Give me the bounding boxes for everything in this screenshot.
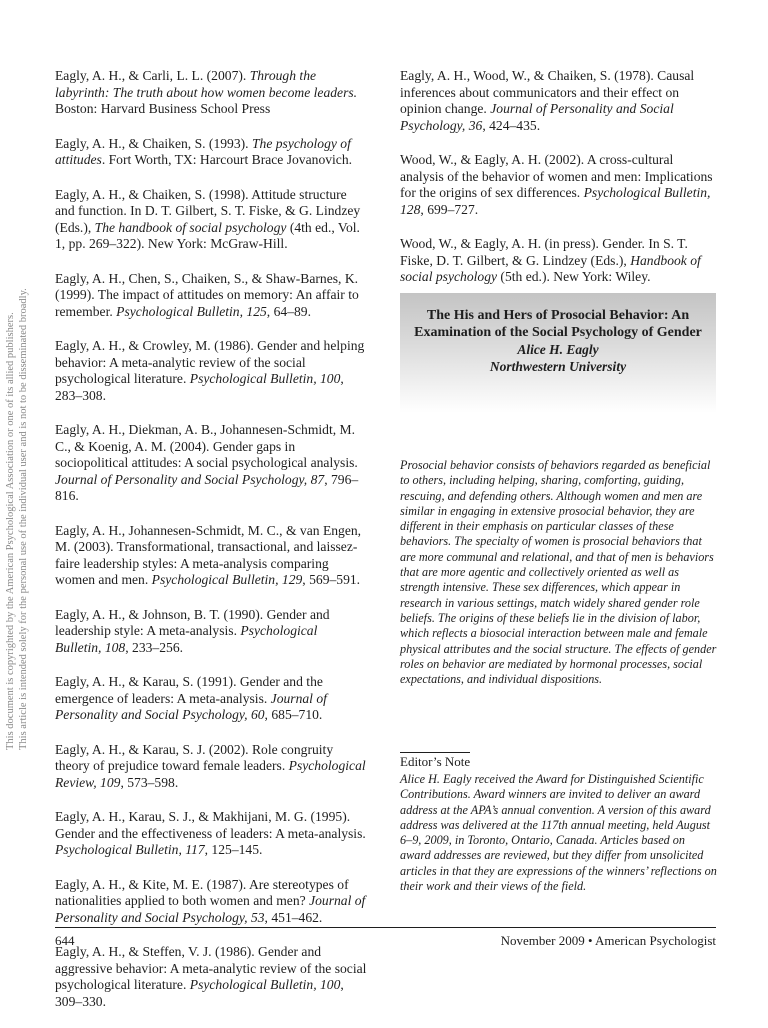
editors-note-heading: Editor’s Note [400, 754, 471, 769]
reference-entry: Eagly, A. H., & Chaiken, S. (1998). Attitude structure and function. In D. T. Gilbert, S. T. Fiske, & G. Lindzey (Eds.), The handbook of social psychology (4th ed., Vol. 1, pp. 269–322). New York: McGraw-Hill. [55, 186, 361, 251]
reference-entry: Eagly, A. H., & Crowley, M. (1986). Gender and helping behavior: A meta-analytic review of the social psychological literature. Psychological Bulletin, 100, 283–308. [55, 338, 365, 403]
reference-entry: Eagly, A. H., & Karau, S. (1991). Gender and the emergence of leaders: A meta-analysis. Journal of Personality and Social Psychology, 60, 685–710. [55, 674, 327, 722]
reference-entry: Eagly, A. H., & Kite, M. E. (1987). Are stereotypes of nationalities applied to both women and men? Journal of Personality and Social Psychology, 53, 451–462. [55, 876, 366, 925]
editors-note-body: Alice H. Eagly received the Award for Distinguished Scientific Contributions. Award winners are invited to deliver an award address at the APA’s annual convention. A version of this award address was delivered at the 117th annual meeting, held August 6–9, 2009, in Toronto, Ontario, Canada. Articles based on award addresses are reviewed, but they differ from unsolicited articles in that they are expressions of the winners’ reflections on their work and their views of the field. [400, 772, 717, 894]
reference-entry: Eagly, A. H., & Steffen, V. J. (1986). Gender and aggressive behavior: A meta-analytic review of the social psychological literature. Psychological Bulletin, 100, 309–330. [55, 944, 367, 1009]
reference-entry: Eagly, A. H., & Johnson, B. T. (1990). Gender and leadership style: A meta-analysis. Psychological Bulletin, 108, 233–256. [55, 606, 330, 655]
left-reference-column [55, 68, 367, 1028]
reference-entry: Eagly, A. H., Chen, S., Chaiken, S., & Shaw-Barnes, K. (1999). The impact of attitudes on memory: An affair to remember. Psychological Bulletin, 125, 64–89. [55, 270, 359, 319]
article-title: The His and Hers of Prosocial Behavior: An Examination of the Social Psychology of Gender [414, 308, 702, 340]
reference-entry: Wood, W., & Eagly, A. H. (in press). Gender. In S. T. Fiske, D. T. Gilbert, & G. Lindzey (Eds.), Handbook of social psychology (5th ed.). New York: Wiley. [400, 236, 701, 284]
reference-entry: Eagly, A. H., Diekman, A. B., Johannesen-Schmidt, M. C., & Koenig, A. M. (2004). Gender gaps in sociopolitical attitudes: A social psychological analysis. Journal of Personality and Social Psychology, 87, 796–816. [55, 422, 359, 503]
reference-entry: Wood, W., & Eagly, A. H. (2002). A cross-cultural analysis of the behavior of women and men: Implications for the origins of sex differences. Psychological Bulletin, 128, 699–727. [400, 152, 713, 217]
reference-entry: Eagly, A. H., & Carli, L. L. (2007). Through the labyrinth: The truth about how women become leaders. Boston: Harvard Business School Press [55, 68, 358, 116]
journal-issue: November 2009 • American Psychologist [500, 933, 716, 948]
reference-entry: Eagly, A. H., & Karau, S. J. (2002). Role congruity theory of prejudice toward female leaders. Psychological Review, 109, 573–598. [55, 741, 366, 790]
page-number: 644 [55, 933, 75, 948]
reference-entry: Eagly, A. H., Johannesen-Schmidt, M. C., & van Engen, M. (2003). Transformational, transactional, and laissez-faire leadership styles: A meta-analysis comparing women and men. Psychological Bulletin, 129, 569–591. [55, 522, 362, 587]
reference-entry: Eagly, A. H., Karau, S. J., & Makhijani, M. G. (1995). Gender and the effectiveness of leaders: A meta-analysis. Psychological Bulletin, 117, 125–145. [55, 809, 366, 857]
article-title-banner [400, 293, 716, 413]
right-reference-column [400, 68, 714, 304]
footer-rule [55, 927, 716, 928]
editors-note [400, 752, 718, 894]
copyright-line-1: This document is copyrighted by the American Psychological Association or one of its allied publishers. [5, 312, 16, 750]
article-affiliation: Northwestern University [489, 359, 627, 374]
copyright-line-2: This article is intended solely for the personal use of the individual user and is not to be disseminated broadly. [18, 288, 29, 750]
reference-entry: Eagly, A. H., Wood, W., & Chaiken, S. (1978). Causal inferences about communicators and their effect on opinion change. Journal of Personality and Social Psychology, 36, 424–435. [400, 68, 695, 133]
copyright-notice [0, 280, 34, 750]
article-abstract: Prosocial behavior consists of behaviors regarded as beneficial to others, including helping, sharing, comforting, guiding, rescuing, and defending others. Although women and men are similar in engaging in extensive prosocial behavior, they are different in their emphasis on particular classes of these behaviors. The specialty of women is prosocial behaviors that are more communal and relational, and that of men is behaviors that are more agentic and collectively oriented as well as strength intensive. These sex differences, which appear in research in various settings, match widely shared gender role beliefs. The origins of these beliefs lie in the division of labor, which reflects a biosocial interaction between male and female physical attributes and the social structure. The effects of gender roles on behavior are mediated by hormonal processes, social expectations, and individual dispositions. [400, 458, 717, 687]
reference-entry: Eagly, A. H., & Chaiken, S. (1993). The psychology of attitudes. Fort Worth, TX: Harcourt Brace Jovanovich. [55, 135, 353, 167]
article-author: Alice H. Eagly [517, 342, 599, 357]
